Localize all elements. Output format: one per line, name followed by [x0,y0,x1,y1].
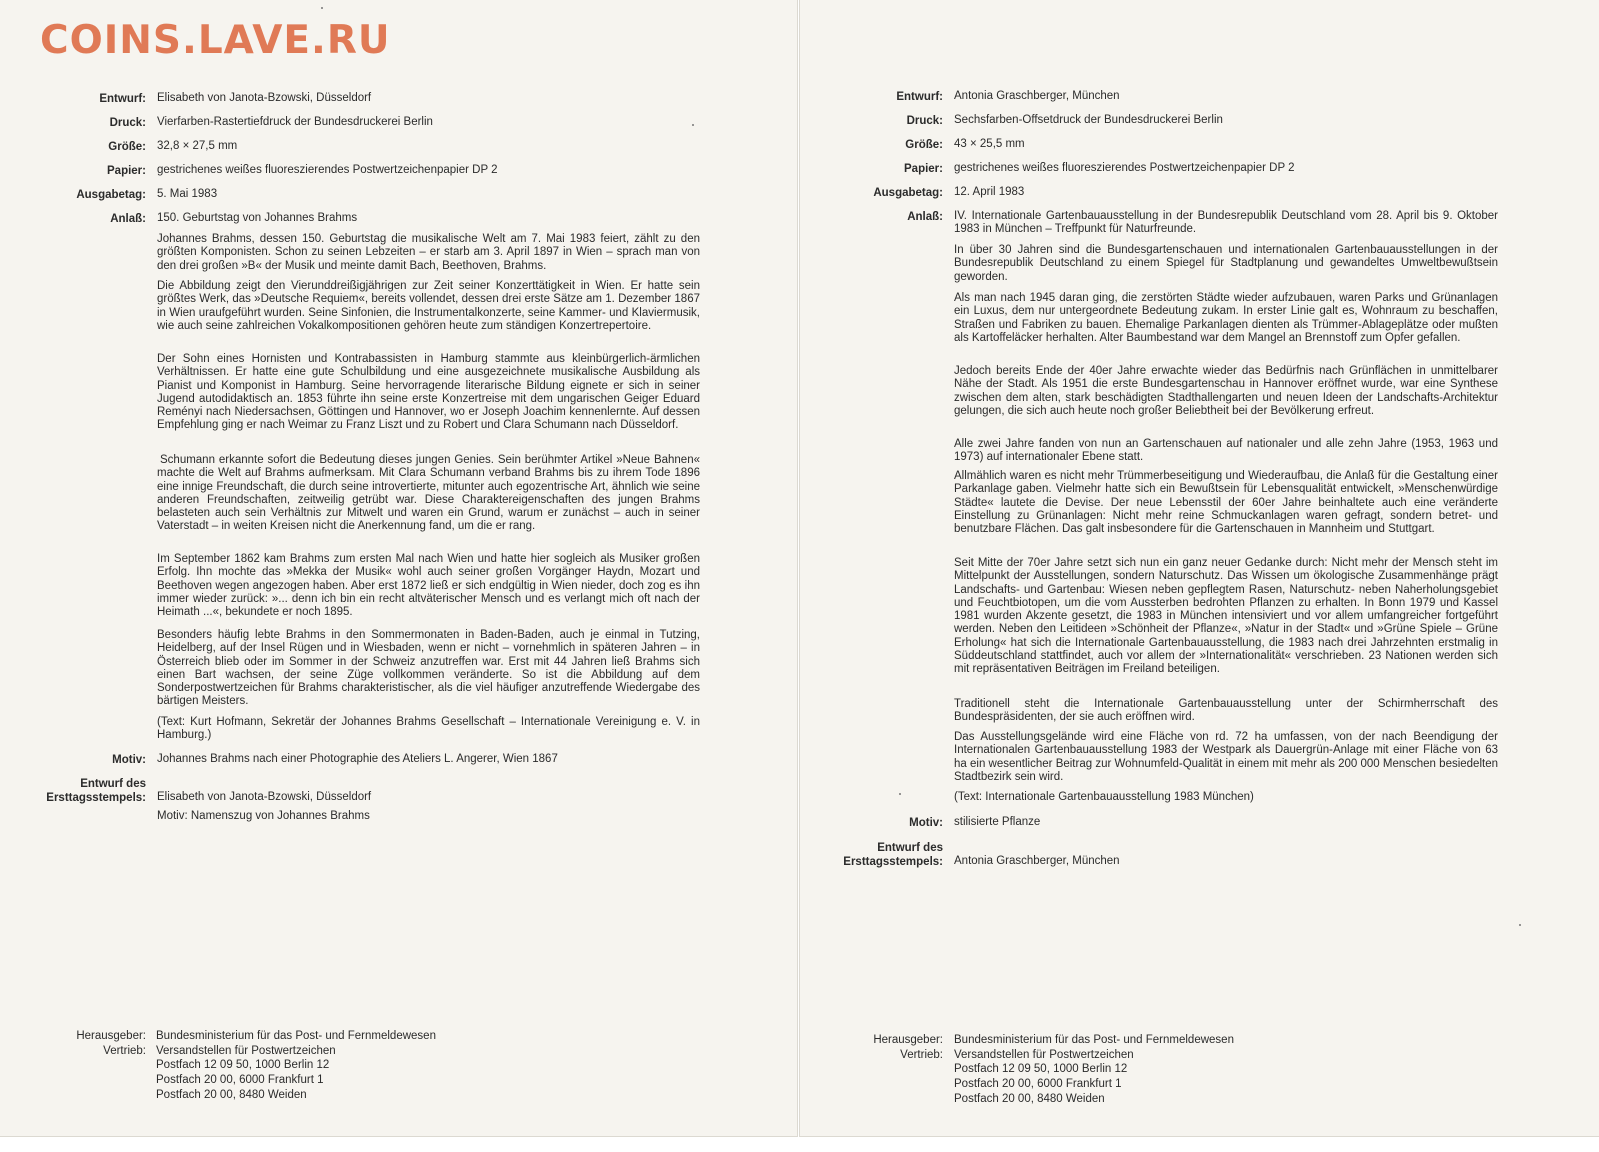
body-paragraph: Jedoch bereits Ende der 40er Jahre erwachte wieder das Bedürfnis nach Grünflächen in unmittelbarer Nähe der Stadt. Als 1951 die erste Bundesgartenschau in Hannover eröffnet wurde, war eine Synthese zwischen dem alten, stark beschädigten Stadthallengarten und neuen Ideen der Landschafts-Architektur gelungen, die sich auch heute noch großer Beliebtheit bei der Bevölkerung erfreut. [954,365,1498,417]
body-paragraph: Besonders häufig lebte Brahms in den Sommermonaten in Baden-Baden, auch je einmal in Tutzing, Heidelberg, auf der Insel Rügen und in Wiesbaden, wenn er nicht – vornehmlich in späteren Jahren – in Österreich blieb oder im Sommer in der Schweiz anzutreffen war. Erst mit 44 Jahren ließ Brahms sich einen Bart wachsen, der seine Züge vollkommen veränderte. So ist die Abbildung auf dem Sonderpostwertzeichen für Brahms charakteristischer, als die viel häufiger anzutreffende Wiedergabe des bärtigen Meisters. [157,629,700,708]
ausgabetag-label: Ausgabetag: [76,189,146,201]
stempel-value: Antonia Graschberger, München [954,855,1120,867]
druck-label: Druck: [109,117,146,129]
druck-value: Sechsfarben-Offsetdruck der Bundesdruckerei Berlin [954,114,1223,126]
vertrieb-label: Vertrieb: [103,1044,146,1057]
herausgeber-value: Bundesministerium für das Post- und Fernmeldewesen [954,1034,1234,1046]
motiv-value: stilisierte Pflanze [954,816,1041,828]
body-paragraph: Johannes Brahms, dessen 150. Geburtstag die musikalische Welt am 7. Mai 1983 feiert, zählt zu den größten Komponisten. Schon zu seinen Lebzeiten – er starb am 3. April 1897 in Wien – sprach man von den drei großen »B« der Musik und meinte damit Bach, Beethoven, Brahms. [157,233,700,272]
papier-label: Papier: [107,165,146,177]
ausgabetag-label: Ausgabetag: [873,187,943,199]
vertrieb-line: Postfach 20 00, 8480 Weiden [156,1088,307,1101]
vertrieb-line: Versandstellen für Postwertzeichen [156,1044,336,1057]
body-paragraph: Traditionell steht die Internationale Gartenbauausstellung unter der Schirmherrschaft des Bundespräsidenten, der sie auch eröffnen wird. [954,698,1498,724]
entwurf-label: Entwurf: [99,93,146,105]
footer-values [156,1029,716,1103]
groesse-value: 43 × 25,5 mm [954,138,1025,150]
groesse-label: Größe: [905,139,943,151]
motiv-value: Johannes Brahms nach einer Photographie des Ateliers L. Angerer, Wien 1867 [157,753,558,765]
motiv-label: Motiv: [112,754,146,766]
stempel-label: Entwurf des Ersttagsstempels: [46,778,146,804]
speck-mark [692,124,694,126]
left-sheet [0,0,797,1136]
body-paragraph: Der Sohn eines Hornisten und Kontrabassisten in Hamburg stammte aus kleinbürgerlich-ärmlichen Verhältnissen. Er hatte eine gute Schulbildung und eine ausgezeichnete musikalische Ausbildung als Pianist und Komponist in Hamburg. Seine hervorragende literarische Bildung eignete er sich in seiner Jugend autodidaktisch an. 1853 führte ihn seine erste Konzertreise mit dem ungarischen Geiger Eduard Reményi nach Niedersachsen, Göttingen und Hannover, wo er Joseph Joachim kennenlernte. Auf dessen Empfehlung ging er nach Weimar zu Franz Liszt und zu Robert und Clara Schumann nach Düsseldorf. [157,353,700,432]
vertrieb-line: Postfach 12 09 50, 1000 Berlin 12 [954,1063,1128,1076]
speck-mark [899,793,901,795]
ausgabetag-value: 5. Mai 1983 [157,188,218,200]
stempel-value: Elisabeth von Janota-Bzowski, Düsseldorf [157,791,372,803]
watermark-text: COINS.LAVE.RU [40,18,391,63]
stempel-label: Entwurf des Ersttagsstempels: [843,842,943,868]
body-paragraph: Die Abbildung zeigt den Vierunddreißigjährigen zur Zeit seiner Konzerttätigkeit in Wien. Er hatte sein größtes Werk, das »Deutsche Requiem«, bereits vollendet, dessen drei erste Sätze am 1. Dezember 1867 in Wien uraufgeführt wurden. Seine Sinfonien, die Instrumentalkonzerte, seine Kammer- und Klaviermusik, wie auch seine zahlreichen Vokalkompositionen gehören heute zum ständigen Konzertrepertoire. [157,280,700,332]
body-paragraph: Seit Mitte der 70er Jahre setzt sich nun ein ganz neuer Gedanke durch: Nicht mehr der Mensch steht im Mittelpunkt der Ausstellungen, sondern Naturschutz. Das Wissen um ökologische Zusammenhänge prägt Landschafts- und Gartenbau: Wiesen neben gepflegtem Rasen, Naturschutz- neben Naherholungsgebiet und Feuchtbiotopen, um die vom Aussterben bedrohten Pflanzen zu erhalten. In Bonn 1979 und Kassel 1981 wurden Akzente gesetzt, die 1983 in München intensiviert und vor allem umfangreicher fortgeführt werden. Neben den Leitideen »Schönheit der Pflanze«, »Natur in der Stadt« und »Grüne Spiele – Grüne Erholung« hat sich die Internationale Gartenbauausstellung, die 1983 nach drei Jahrzehnten erstmalig in Süddeutschland stattfindet, auch vor allem der »Internationalität« verschrieben. 23 Nationen werden sich mit repräsentativen Beiträgen im Freiland beteiligen. [954,557,1498,676]
footer-labels [800,1033,943,1062]
body-paragraph: Alle zwei Jahre fanden von nun an Gartenschauen auf nationaler und alle zehn Jahre (1953, 1963 und 1973) auf internationaler Ebene statt. [954,438,1498,464]
vertrieb-line: Postfach 20 00, 6000 Frankfurt 1 [954,1078,1122,1091]
papier-value: gestrichenes weißes fluoreszierendes Postwertzeichenpapier DP 2 [157,164,498,176]
entwurf-value: Antonia Graschberger, München [954,90,1120,102]
right-sheet [800,0,1599,1136]
anlass-value: IV. Internationale Gartenbauausstellung in der Bundesrepublik Deutschland vom 28. April bis 9. Oktober 1983 in München – Treffpunkt für Naturfreunde. [954,210,1498,236]
footer-values [954,1033,1514,1107]
body-paragraph: Schumann erkannte sofort die Bedeutung dieses jungen Genies. Sein berühmter Artikel »Neue Bahnen« machte die Welt auf Brahms aufmerksam. Mit Clara Schumann verband Brahms bis zu ihrem Tode 1896 eine innige Freundschaft, die durch seine introvertierte, mitunter auch egozentrische Art, ähnlich wie seine anderen Freundschaften, zeitweilig getrübt war. Diese Charaktereigenschaften des jungen Brahms belasteten auch sein Verhältnis zur Mitwelt und waren ein Grund, warum er zunächst – auch in seiner Vaterstadt – in weiten Kreisen nicht die Anerkennung fand, um die er rang. [157,454,700,533]
druck-value: Vierfarben-Rastertiefdruck der Bundesdruckerei Berlin [157,116,433,128]
ausgabetag-value: 12. April 1983 [954,186,1025,198]
speck-mark [321,7,323,9]
entwurf-value: Elisabeth von Janota-Bzowski, Düsseldorf [157,92,372,104]
herausgeber-label: Herausgeber: [873,1034,943,1046]
body-paragraph: Im September 1862 kam Brahms zum ersten Mal nach Wien und hatte hier sogleich als Musiker großen Erfolg. Ihn mochte das »Mekka der Musik« wohl auch seiner großen Vorgänger Haydn, Mozart und Beethoven wegen angezogen haben. Aber erst 1872 ließ er sich endgültig in Wien nieder, doch zog es ihn immer wieder zurück: »... denn ich bin ein recht altväterischer Mensch und es verlangt mich oft nach der Heimath ...«, bekundete er noch 1895. [157,553,700,619]
body-paragraph: Das Ausstellungsgelände wird eine Fläche von rd. 72 ha umfassen, von der nach Beendigung der Internationalen Gartenbauausstellung 1983 der Westpark als Dauergrün-Anlage mit einer Fläche von 63 ha ein wesentlicher Beitrag zur Wohnumfeld-Qualität in einem mit mehr als 200 000 Menschen besiedelten Stadtbezirk sein wird. [954,731,1498,783]
body-paragraph: Allmählich waren es nicht mehr Trümmerbeseitigung und Wiederaufbau, die Anlaß für die Gestaltung einer Parkanlage gaben. Vielmehr hatte sich ein Bewußtsein für Lebensqualität entwickelt, »Menschenwürdige Städte« lautete die Devise. Der neue Lebensstil der 60er Jahre beinhaltete auch eine veränderte Einstellung zu Grünanlagen: Nicht mehr reine Schmuckanlagen waren gefragt, sondern betret- und benutzbare Flächen. Das galt insbesondere für die Gartenschauen in Mannheim und Stuttgart. [954,470,1498,536]
vertrieb-line: Postfach 12 09 50, 1000 Berlin 12 [156,1059,330,1072]
groesse-value: 32,8 × 27,5 mm [157,140,238,152]
druck-label: Druck: [906,115,943,127]
body-paragraph: Als man nach 1945 daran ging, die zerstörten Städte wieder aufzubauen, waren Parks und Grünanlagen ein Luxus, dem nur untergeordnete Bedeutung zukam. In erster Linie galt es, Wohnraum zu beschaffen, Straßen und Fabriken zu bauen. Ehemalige Parkanlagen dienten als Trümmer-Ablageplätze oder mußten als Kartoffeläcker herhalten. Alter Baumbestand war dem Mangel an Brennstoff zum Opfer gefallen. [954,292,1498,344]
vertrieb-label: Vertrieb: [900,1048,943,1061]
vertrieb-line: Versandstellen für Postwertzeichen [954,1048,1134,1061]
herausgeber-label: Herausgeber: [76,1030,146,1042]
herausgeber-value: Bundesministerium für das Post- und Fernmeldewesen [156,1030,436,1042]
anlass-label: Anlaß: [110,213,146,225]
vertrieb-line: Postfach 20 00, 6000 Frankfurt 1 [156,1074,324,1087]
anlass-label: Anlaß: [907,211,943,223]
papier-value: gestrichenes weißes fluoreszierendes Postwertzeichenpapier DP 2 [954,162,1295,174]
motiv-label: Motiv: [909,817,943,829]
body-paragraph: In über 30 Jahren sind die Bundesgartenschauen und internationalen Gartenbauausstellungen in der Bundesrepublik Deutschland zu einem Spiegel für Stadtplanung und gewandeltes Umweltbewußtsein geworden. [954,244,1498,283]
groesse-label: Größe: [108,141,146,153]
text-credit: (Text: Kurt Hofmann, Sekretär der Johannes Brahms Gesellschaft – Internationale Vereinigung e. V. in Hamburg.) [157,716,700,742]
anlass-value: 150. Geburtstag von Johannes Brahms [157,212,358,224]
vertrieb-line: Postfach 20 00, 8480 Weiden [954,1092,1105,1105]
papier-label: Papier: [904,163,943,175]
stempel-motiv-value: Motiv: Namenszug von Johannes Brahms [157,810,370,822]
entwurf-label: Entwurf: [896,91,943,103]
speck-mark [1519,924,1521,926]
text-credit: (Text: Internationale Gartenbauausstellung 1983 München) [954,791,1254,803]
footer-labels [0,1029,146,1058]
